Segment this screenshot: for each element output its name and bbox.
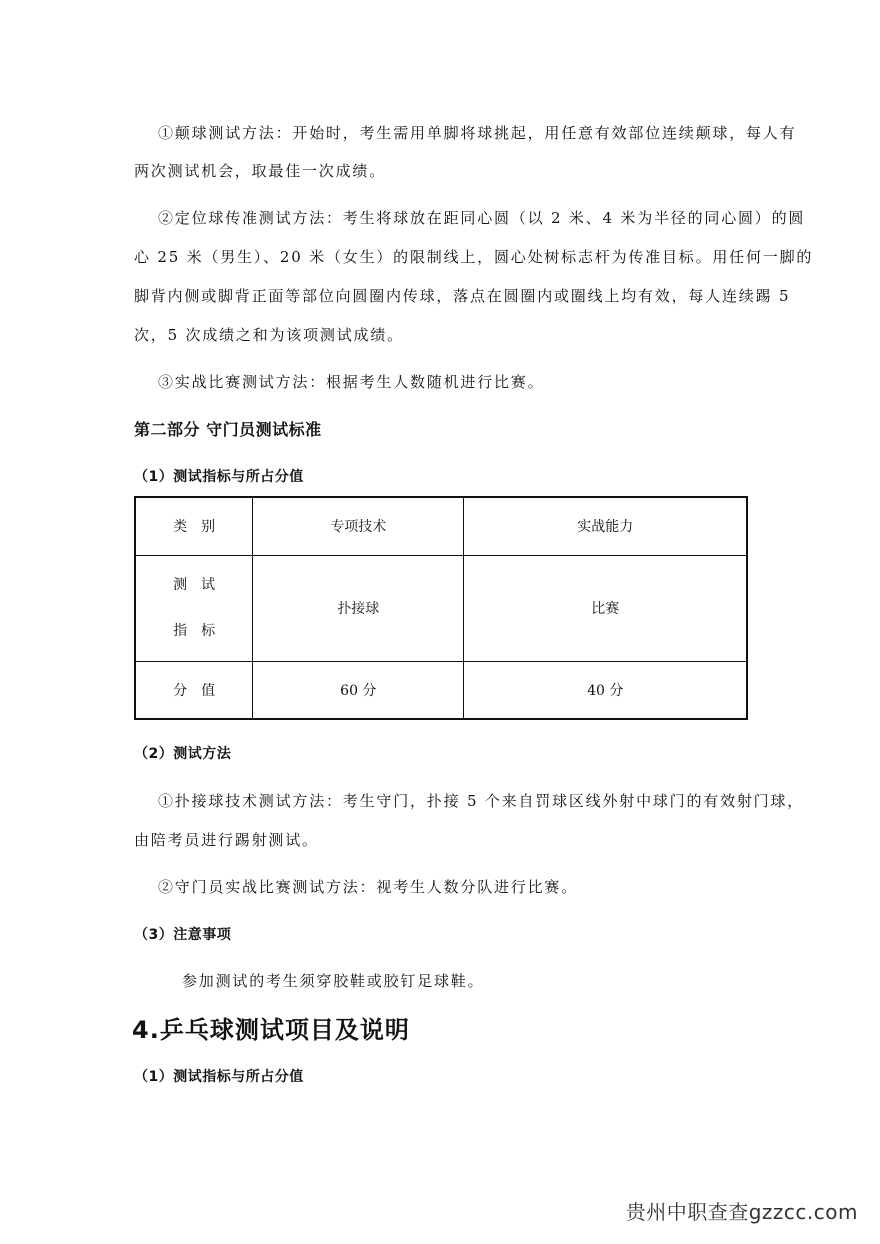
paragraph-line: ①扑接球技术测试方法：考生守门，扑接 5 个来自罚球区线外射中球门的有效射门球， <box>158 792 805 810</box>
table-cell: 分 值 <box>135 661 253 719</box>
sub-heading: （2）测试方法 <box>134 746 232 762</box>
table-cell: 40 分 <box>464 661 747 719</box>
table-cell: 扑接球 <box>253 555 464 661</box>
table-cell-text: 指 标 <box>173 623 216 639</box>
paragraph-line: 由陪考员进行踢射测试。 <box>134 831 319 849</box>
paragraph-line: ②定位球传准测试方法：考生将球放在距同心圆（以 2 米、4 米为半径的同心圆）的圆 <box>158 209 806 227</box>
paragraph-line: 两次测试机会，取最佳一次成绩。 <box>134 162 387 180</box>
table-cell: 实战能力 <box>464 497 747 555</box>
paragraph-line: 参加测试的考生须穿胶鞋或胶钉足球鞋。 <box>182 972 485 990</box>
table-cell: 比赛 <box>464 555 747 661</box>
paragraph-line: 脚背内侧或脚背正面等部位向圆圈内传球，落点在圆圈内或圈线上均有效，每人连续踢 5 <box>134 287 791 305</box>
section-heading: 4.乒乓球测试项目及说明 <box>132 1016 410 1044</box>
table-cell: 60 分 <box>253 661 464 719</box>
sub-heading: （1）测试指标与所占分值 <box>134 469 304 485</box>
table-cell: 专项技术 <box>253 497 464 555</box>
table-row <box>135 497 747 555</box>
sub-heading: （3）注意事项 <box>134 927 232 943</box>
paragraph-line: ③实战比赛测试方法：根据考生人数随机进行比赛。 <box>158 373 545 391</box>
section-heading: 第二部分 守门员测试标准 <box>134 420 322 439</box>
table-row <box>135 661 747 719</box>
table-cell: 类 别 <box>135 497 253 555</box>
watermark: 贵州中职查查gzzcc.com <box>625 1200 858 1224</box>
table-cell-text: 测 试 <box>173 577 216 593</box>
table-row <box>135 555 747 661</box>
sub-heading: （1）测试指标与所占分值 <box>134 1069 304 1085</box>
table-cell <box>135 555 253 661</box>
paragraph-line: ①颠球测试方法：开始时，考生需用单脚将球挑起，用任意有效部位连续颠球，每人有 <box>158 124 797 142</box>
paragraph-line: 心 25 米（男生）、20 米（女生）的限制线上，圆心处树标志杆为传准目标。用任何一脚的 <box>134 248 814 266</box>
paragraph-line: 次，5 次成绩之和为该项测试成绩。 <box>134 326 404 344</box>
paragraph-line: ②守门员实战比赛测试方法：视考生人数分队进行比赛。 <box>158 878 579 896</box>
score-table <box>134 496 748 720</box>
